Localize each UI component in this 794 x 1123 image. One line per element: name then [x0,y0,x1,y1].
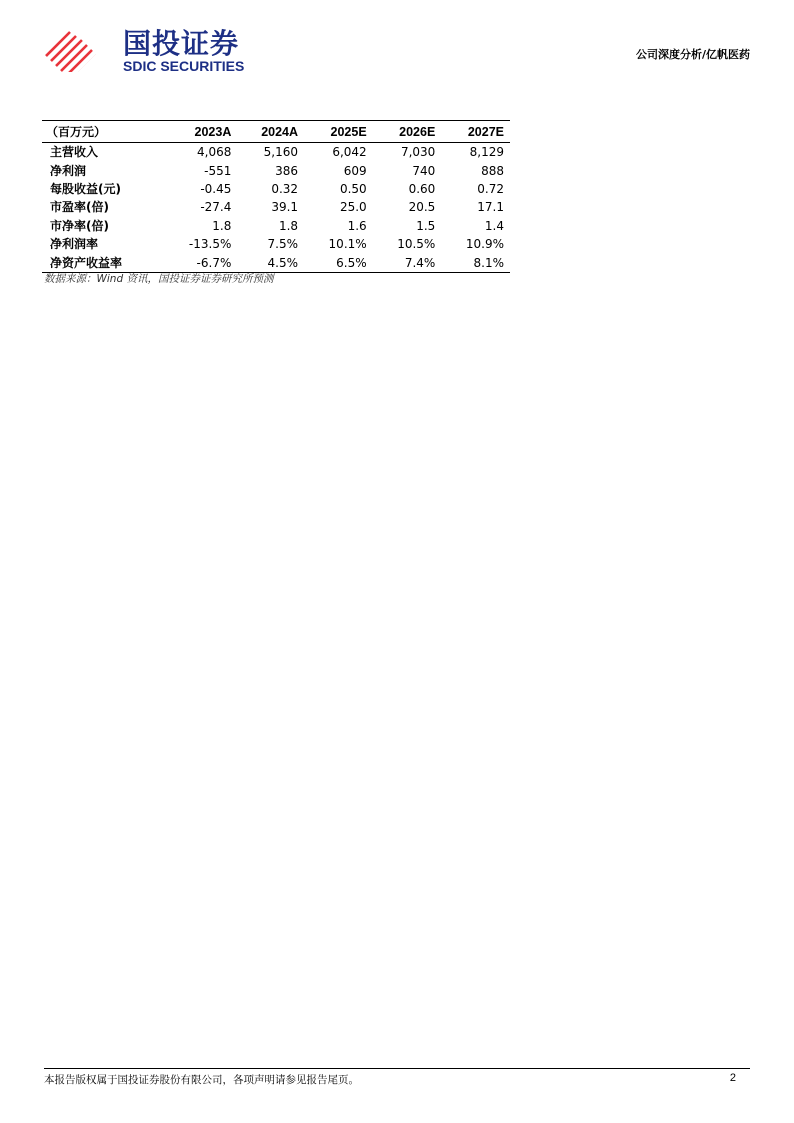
financial-forecast-table [42,120,510,273]
column-header: 2027E [441,121,510,143]
footer-divider [44,1068,750,1069]
table-row [42,180,510,198]
table-row [42,235,510,253]
logo-chinese-text: 国投证券 [123,27,240,60]
table-cell: 4.5% [237,253,304,272]
company-logo [44,28,264,74]
table-cell: 6,042 [332,145,367,160]
column-header: 2023A [162,121,237,143]
table-cell: 1.5 [416,218,436,233]
table-cell: 0.60 [408,181,436,196]
table-cell: 8,129 [469,145,504,160]
table-row [42,143,510,162]
table-cell: -27.4 [200,200,232,215]
column-header: 2024A [237,121,304,143]
table-cell: 6.5% [304,253,373,272]
column-header: 2026E [373,121,442,143]
logo-english-text: SDIC SECURITIES [123,58,245,74]
row-label: 净利润率 [50,237,99,252]
table-cell: 1.4 [484,218,504,233]
table-cell: 7.5% [267,237,299,252]
table-cell: -551 [204,163,232,178]
table-cell: 1.6 [347,218,367,233]
column-header: 2025E [304,121,373,143]
table-cell: 25.0 [339,200,367,215]
table-cell: 7.4% [373,253,442,272]
table-cell: 20.5 [408,200,436,215]
table-cell: 7,030 [400,145,436,160]
table-cell: 17.1 [477,200,504,215]
row-label: 主营收入 [50,145,99,160]
table-row [42,217,510,235]
table-cell: 5,160 [263,145,299,160]
row-label: 每股收益(元) [50,181,121,196]
table-cell: 1.8 [278,218,299,233]
table-cell: -13.5% [188,237,232,252]
table-cell: 386 [275,163,299,178]
table-header-row [42,121,510,143]
table-cell: 609 [343,163,367,178]
table-cell: 10.9% [465,237,504,252]
table-cell: -0.45 [200,181,232,196]
table-unit-header: （百万元） [42,121,162,143]
table-row [42,161,510,179]
page-number: 2 [729,1072,736,1084]
table-cell: 10.5% [397,237,436,252]
table-row [42,253,510,272]
footer-disclaimer: 本报告版权属于国投证券股份有限公司，各项声明请参见报告尾页。 [44,1074,359,1086]
row-label: 市净率(倍) [50,218,109,233]
table-cell: 740 [412,163,436,178]
row-label: 净利润 [50,163,87,178]
table-cell: 4,068 [197,145,232,160]
table-cell: 0.72 [477,181,504,196]
table-cell: 39.1 [271,200,299,215]
table-cell: 8.1% [441,253,510,272]
report-type-label: 公司深度分析/亿帆医药 [635,48,750,61]
logo-stripes-icon [44,28,96,72]
table-cell: 10.1% [328,237,367,252]
table-cell: 0.50 [339,181,367,196]
data-source-note: 数据来源：Wind 资讯，国投证券证券研究所预测 [44,273,274,285]
row-label: 市盈率(倍) [50,200,109,215]
table-cell: 0.32 [271,181,299,196]
table-cell: 888 [481,163,504,178]
table-cell: -6.7% [162,253,237,272]
table-cell: 1.8 [212,218,232,233]
table-row [42,198,510,216]
row-label: 净资产收益率 [42,253,162,272]
